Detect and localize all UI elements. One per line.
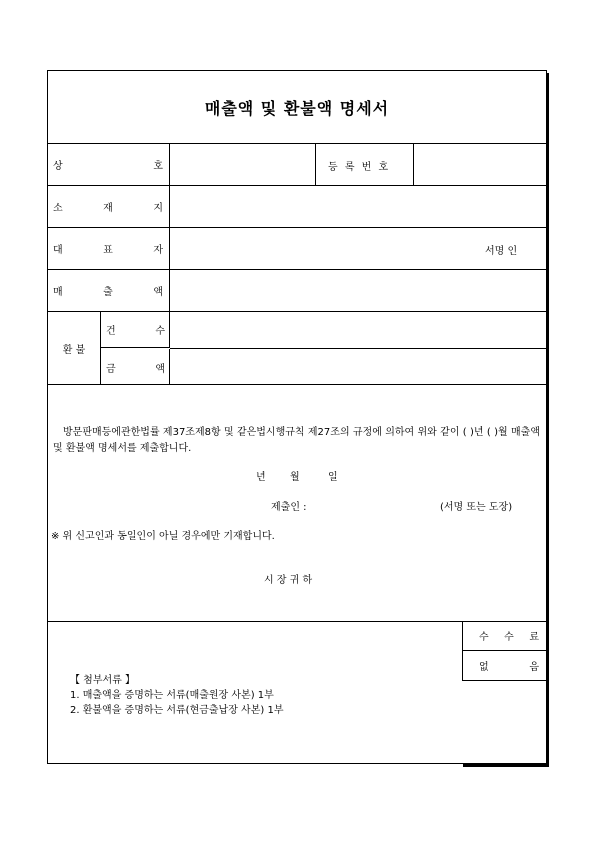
signature-mark: 서명 인 bbox=[485, 246, 518, 257]
label-sales bbox=[48, 270, 170, 311]
label-char: 자 bbox=[153, 245, 163, 256]
note-text: ※ 위 신고인과 동일인이 아닐 경우에만 기재합니다. bbox=[51, 531, 275, 542]
row-location bbox=[48, 186, 546, 228]
label-char: 음 bbox=[529, 662, 539, 673]
label-char: 금 bbox=[106, 363, 116, 375]
label-char: 없 bbox=[479, 662, 489, 673]
attachment-item: 1. 매출액을 증명하는 서류(매출원장 사본) 1부 bbox=[70, 690, 274, 701]
label-trade-name bbox=[48, 143, 170, 185]
label-char: 액 bbox=[155, 363, 165, 375]
recipient: 시 장 귀 하 bbox=[264, 575, 313, 586]
label-char: 수 bbox=[479, 632, 489, 643]
label-char: 호 bbox=[153, 160, 163, 172]
label-location bbox=[48, 186, 170, 227]
attachment-item: 2. 환불액을 증명하는 서류(현금출납장 사본) 1부 bbox=[70, 705, 284, 716]
divider bbox=[413, 143, 414, 185]
label-refund-amount bbox=[101, 349, 170, 385]
row-sales bbox=[48, 270, 546, 312]
label-char: 소 bbox=[53, 203, 63, 214]
form-title: 매출액 및 환불액 명세서 bbox=[48, 71, 546, 144]
date-month: 월 bbox=[290, 472, 300, 483]
label-refund: 환 불 bbox=[48, 312, 101, 384]
label-char: 수 bbox=[504, 632, 514, 643]
row-trade-name bbox=[48, 143, 546, 186]
label-char: 재 bbox=[103, 203, 113, 214]
form-frame bbox=[47, 70, 547, 764]
divider bbox=[315, 143, 316, 185]
label-char: 표 bbox=[103, 245, 113, 256]
row-refund bbox=[48, 312, 546, 385]
row-representative bbox=[48, 228, 546, 270]
label-representative bbox=[48, 228, 170, 269]
date-day: 일 bbox=[328, 472, 338, 483]
label-char: 료 bbox=[529, 632, 539, 643]
label-char: 매 bbox=[53, 287, 63, 298]
label-char: 상 bbox=[53, 160, 63, 172]
divider bbox=[170, 348, 548, 349]
label-char: 액 bbox=[153, 287, 163, 298]
label-char: 지 bbox=[153, 203, 163, 214]
frame-shadow-bottom bbox=[463, 764, 549, 767]
label-char: 대 bbox=[53, 245, 63, 256]
submitter-label: 제출인 : bbox=[271, 502, 307, 513]
label-reg-number: 등 록 번 호 bbox=[328, 162, 391, 173]
date-year: 년 bbox=[256, 472, 266, 483]
declaration-text: 방문판매등에관한법률 제37조제8항 및 같은법시행규칙 제27조의 규정에 의하여 위와 같이 ( )년 ( )월 매출액 및 환불액 명세서를 제출합니다. bbox=[53, 427, 540, 454]
fee-value bbox=[463, 651, 549, 681]
label-char: 건 bbox=[106, 326, 116, 337]
label-refund-count bbox=[101, 312, 170, 348]
label-char: 수 bbox=[155, 326, 165, 337]
fee-box bbox=[462, 621, 549, 681]
signature-instruction: (서명 또는 도장) bbox=[440, 502, 513, 513]
label-char: 출 bbox=[103, 287, 113, 298]
attachments-heading: 【 첨부서류 】 bbox=[70, 675, 135, 686]
fee-label bbox=[463, 621, 549, 651]
